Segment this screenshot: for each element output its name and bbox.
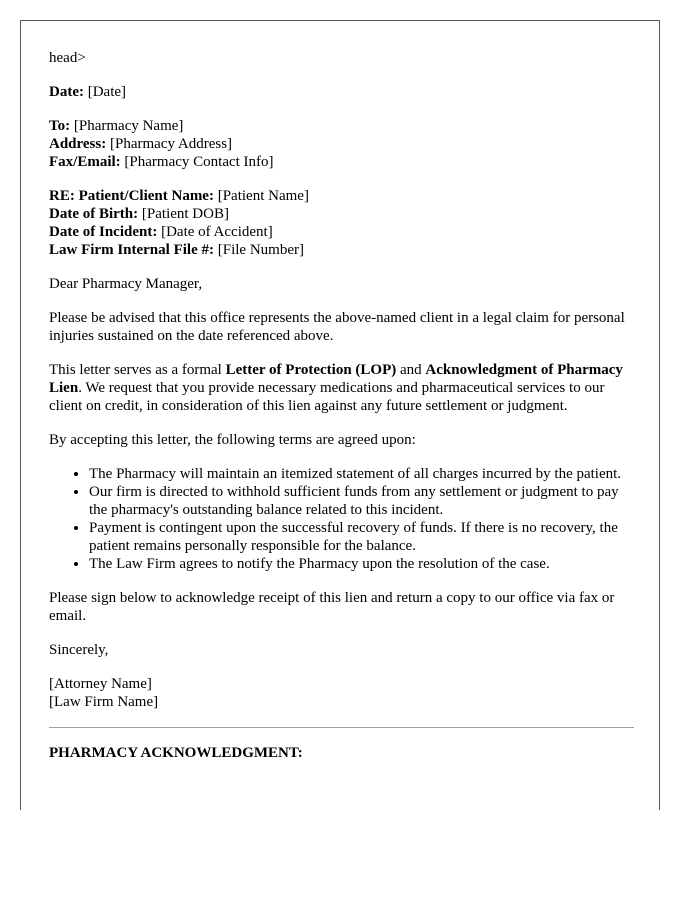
paragraph-lop-part1: This letter serves as a formal [49,362,226,378]
paragraph-lop-part2: and [396,362,426,378]
recipient-address-line [49,135,634,153]
paragraph-representation: Please be advised that this office represents the above-named client in a legal claim for personal injuries sustained on the date referenced above. [49,310,625,344]
terms-item-2: • Our firm is directed to withhold sufficient funds from any settlement or judgment to pay the pharmacy's outstanding balance related to this incident. [89,483,634,519]
re-dob-value: [Patient DOB] [138,206,229,222]
re-file-value: [File Number] [213,242,304,258]
terms-list [49,465,634,573]
re-file-label: Law Firm Internal File #: [49,242,214,258]
date-line [49,83,634,101]
salutation: Dear Pharmacy Manager, [49,276,203,292]
re-patient-value: [Patient Name] [213,188,309,204]
recipient-to-line [49,117,634,135]
stray-text: head> [49,50,86,66]
date-label: Date: [49,84,84,100]
terms-intro: By accepting this letter, the following terms are agreed upon: [49,432,416,448]
re-dob-line [49,205,634,223]
sign-off: Sincerely, [49,642,109,658]
re-file-line [49,241,634,259]
terms-item-3: • Payment is contingent upon the successful recovery of funds. If there is no recovery, the patient remains personally responsible for the balance. [89,519,634,555]
terms-item-1: • The Pharmacy will maintain an itemized statement of all charges incurred by the patient. [89,465,634,483]
recipient-to-label: To: [49,118,71,134]
letter-page [20,20,660,810]
recipient-contact-label: Fax/Email: [49,154,121,170]
re-dob-label: Date of Birth: [49,206,139,222]
recipient-contact-value: [Pharmacy Contact Info] [120,154,274,170]
date-block [49,83,634,101]
re-incident-label: Date of Incident: [49,224,158,240]
closing-request: Please sign below to acknowledge receipt of this lien and return a copy to our office via fax or email. [49,590,615,624]
paragraph-lop-bold2: Acknowledgment of Pharmacy Lien [49,362,623,396]
date-value: [Date] [83,84,127,100]
signature-block [49,675,634,711]
signature-firm: [Law Firm Name] [49,694,159,710]
re-incident-line [49,223,634,241]
re-patient-line [49,187,634,205]
recipient-to-value: [Pharmacy Name] [70,118,184,134]
terms-item-4: • The Law Firm agrees to notify the Pharmacy upon the resolution of the case. [89,555,634,573]
recipient-address-label: Address: [49,136,107,152]
paragraph-lop-part3: . We request that you provide necessary medications and pharmaceutical services to our client on credit, in consideration of this lien against any future settlement or judgment. [49,380,605,414]
re-patient-label: RE: Patient/Client Name: [49,188,214,204]
paragraph-lop-bold1: Letter of Protection (LOP) [225,362,397,378]
letter-content [49,49,634,762]
section-divider [49,727,634,728]
recipient-address-value: [Pharmacy Address] [106,136,233,152]
recipient-contact-line [49,153,634,171]
acknowledgment-heading: PHARMACY ACKNOWLEDGMENT: [49,745,303,761]
signature-attorney: [Attorney Name] [49,676,152,692]
recipient-block [49,117,634,171]
paragraph-lop [49,361,634,415]
re-incident-value: [Date of Accident] [157,224,273,240]
re-block [49,187,634,259]
